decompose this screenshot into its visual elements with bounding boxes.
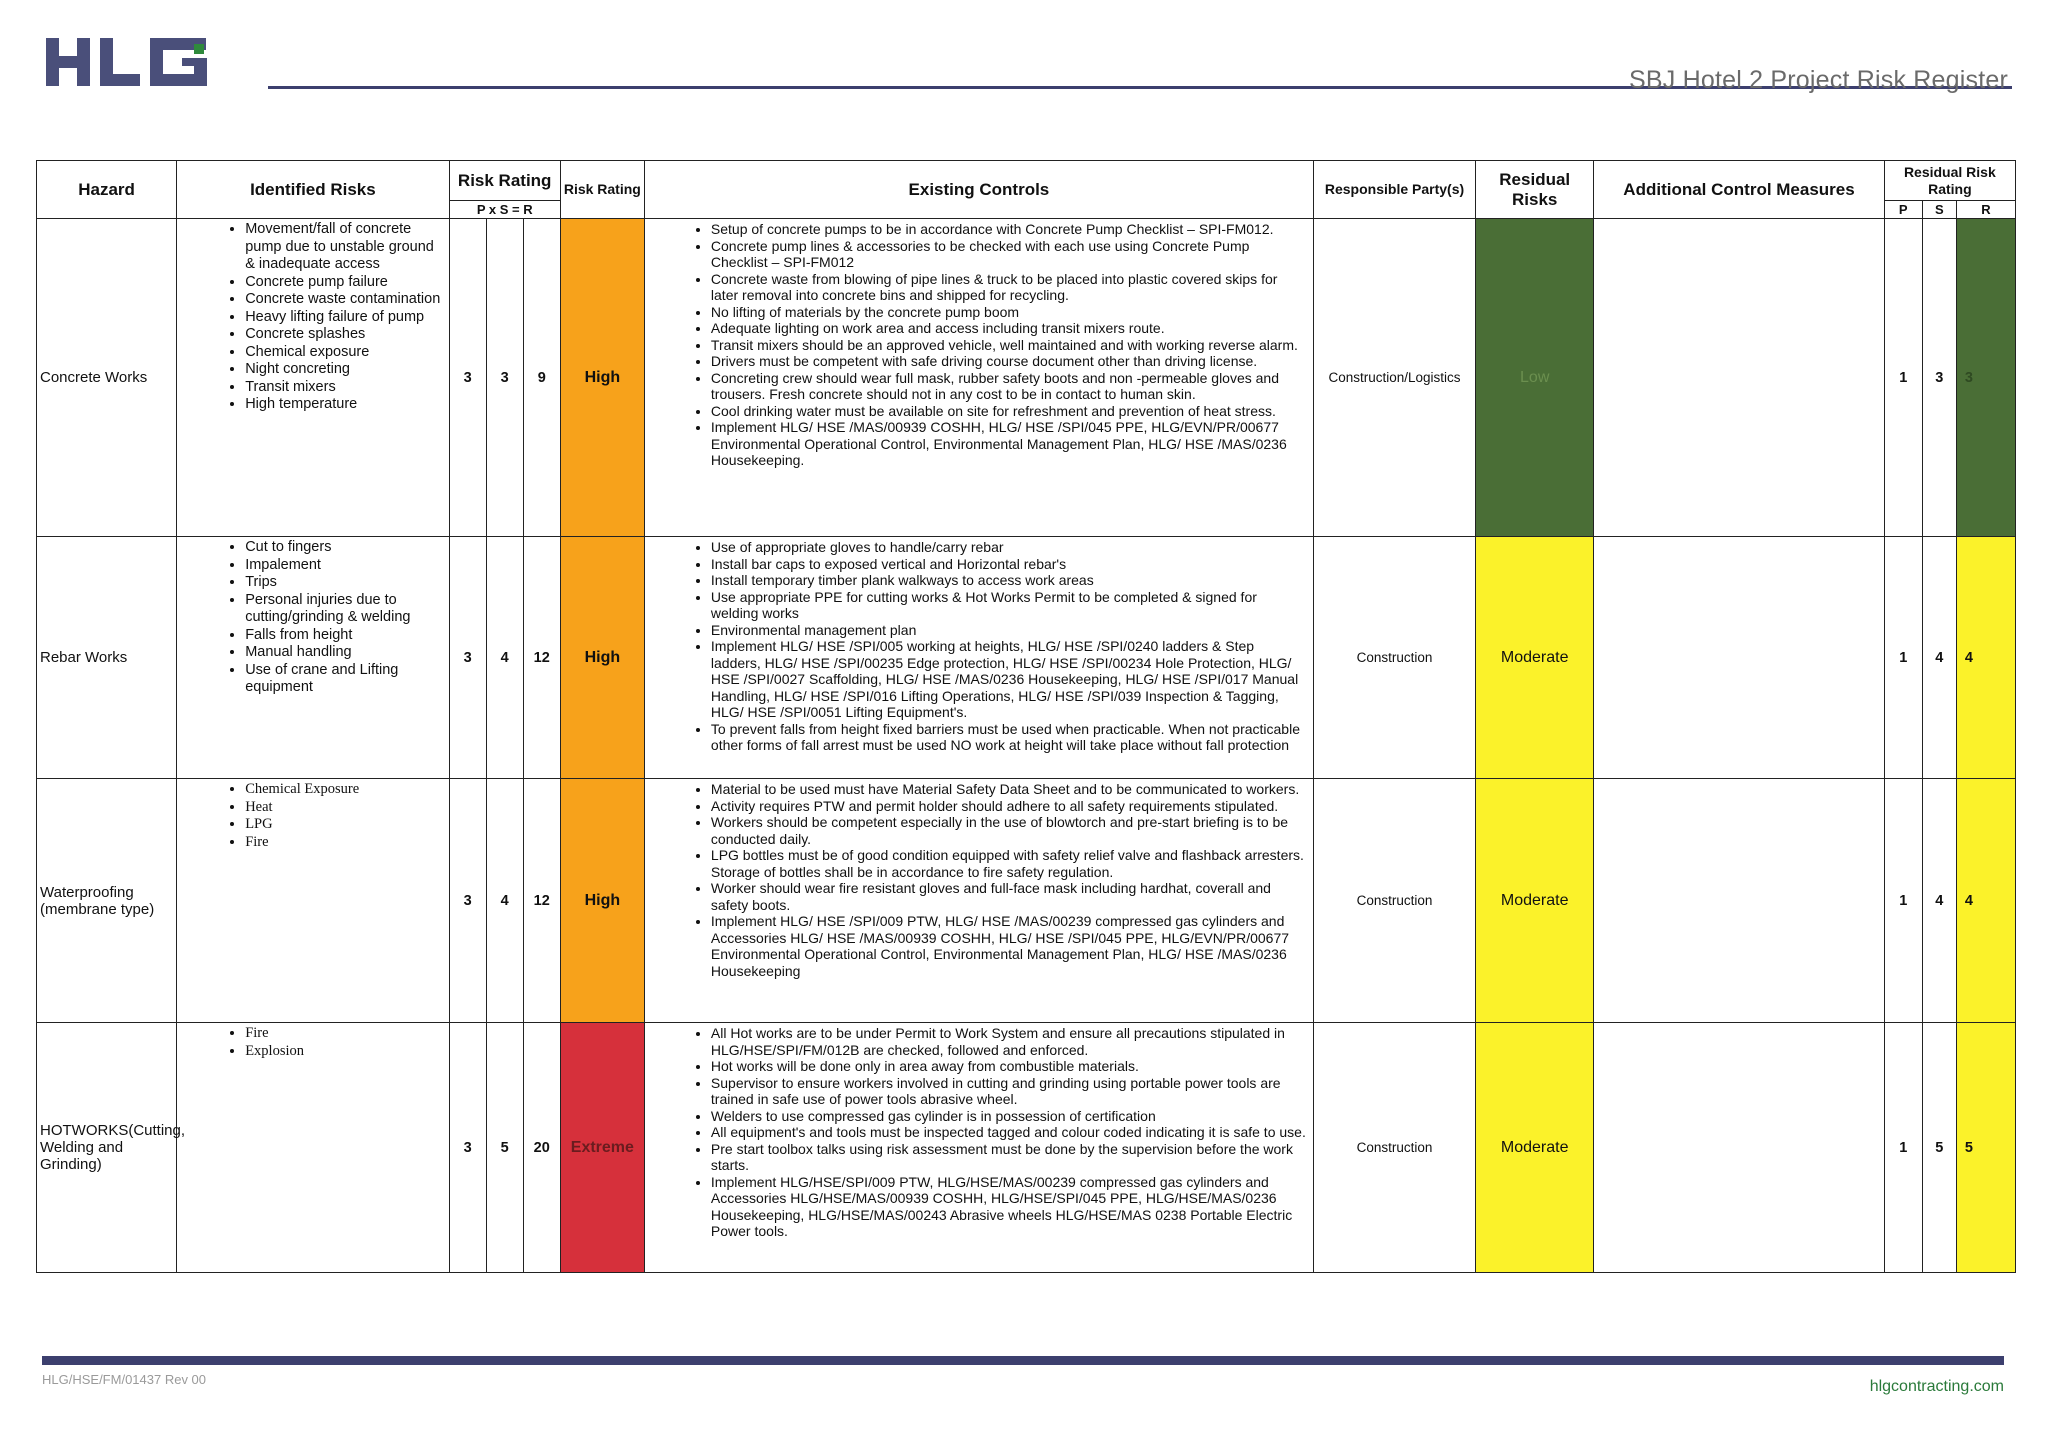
list-item: • Setup of concrete pumps to be in accordance with Concrete Pump Checklist – SPI-FM012. [711,221,1307,238]
list-item: • LPG bottles must be of good condition equipped with safety relief valve and flashback arresters. Storage of bottles shall be in accordance to fire safety regulation. [711,847,1307,880]
risk-rating-group-label: Risk Rating [457,171,552,190]
responsible-party-cell: Construction/Logistics [1313,219,1475,537]
list-item: • Personal injuries due to cutting/grinding & welding [245,592,444,627]
identified-risks-cell [177,537,449,779]
additional-controls-cell [1594,537,1884,779]
list-item: • Manual handling [245,644,444,662]
residual-s-cell: 3 [1922,219,1956,537]
severity-cell: 5 [486,1023,523,1273]
probability-cell: 3 [449,219,486,537]
residual-s-cell: 4 [1922,779,1956,1023]
residual-s-cell: 4 [1922,537,1956,779]
list-item: • Use of appropriate gloves to handle/carry rebar [711,539,1307,556]
list-item: • Environmental management plan [711,622,1307,639]
risk-score-cell: 9 [523,219,560,537]
list-item: • Welders to use compressed gas cylinder is in possession of certification [711,1108,1307,1125]
header-residual-r: R [1956,201,2015,219]
list-item: • Concreting crew should wear full mask, rubber safety boots and non -permeable gloves and trousers. Fresh concrete should not in any cost to be in contact to human skin. [711,370,1307,403]
footer-rule [42,1356,2004,1365]
header-residual-s: S [1922,201,1956,219]
list-item: • Fire [245,1025,444,1043]
identified-risks-cell [177,219,449,537]
residual-p-cell: 1 [1884,537,1922,779]
residual-r-cell: 3 [1956,219,2015,537]
list-item: • Pre start toolbox talks using risk assessment must be done by the supervision before the work starts. [711,1141,1307,1174]
residual-risk-badge: Low [1476,219,1594,537]
controls-list [675,781,1307,979]
list-item: • Movement/fall of concrete pump due to unstable ground & inadequate access [245,221,444,274]
list-item: • Falls from height [245,627,444,645]
list-item: • Heavy lifting failure of pump [245,309,444,327]
identified-risks-list [217,219,444,414]
list-item: • Concrete pump lines & accessories to be checked with each use using Concrete Pump Checklist – SPI-FM012 [711,238,1307,271]
list-item: • Hot works will be done only in area away from combustible materials. [711,1058,1307,1075]
document-reference: HLG/HSE/FM/01437 Rev 00 [42,1372,207,1387]
identified-risks-cell [177,779,449,1023]
list-item: • Trips [245,574,444,592]
list-item: • High temperature [245,396,444,414]
responsible-party-cell: Construction [1313,537,1475,779]
hazard-cell: Concrete Works [37,219,177,537]
existing-controls-cell [644,219,1313,537]
list-item: • Use appropriate PPE for cutting works & Hot Works Permit to be completed & signed for welding works [711,589,1307,622]
list-item: • Cool drinking water must be available on site for refreshment and prevention of heat stress. [711,403,1307,420]
residual-r-cell: 4 [1956,779,2015,1023]
severity-cell: 4 [486,537,523,779]
identified-risks-list [217,537,444,697]
risk-rating-badge: High [560,219,644,537]
risk-register-table [36,160,2016,1273]
residual-p-cell: 1 [1884,1023,1922,1273]
existing-controls-cell [644,779,1313,1023]
probability-cell: 3 [449,1023,486,1273]
list-item: • Concrete splashes [245,326,444,344]
list-item: • Transit mixers should be an approved vehicle, well maintained and with working reverse alarm. [711,337,1307,354]
identified-risks-list [217,1023,444,1060]
list-item: • Chemical Exposure [245,781,444,799]
list-item: • Drivers must be competent with safe driving course document other than driving license. [711,353,1307,370]
header-residual-risk-rating: Residual Risk Rating [1884,161,2015,201]
header-identified-risks: Identified Risks [177,161,449,219]
risk-score-cell: 12 [523,537,560,779]
risk-rating-badge: High [560,537,644,779]
header-hazard: Hazard [37,161,177,219]
header-risk-rating-group [449,161,560,201]
list-item: • Material to be used must have Material Safety Data Sheet and to be communicated to workers. [711,781,1307,798]
list-item: • Transit mixers [245,379,444,397]
header-responsible-party: Responsible Party(s) [1313,161,1475,219]
risk-score-cell: 20 [523,1023,560,1273]
header-prs-formula: P x S = R [449,201,560,219]
header-residual-risks: Residual Risks [1476,161,1594,219]
responsible-party-cell: Construction [1313,779,1475,1023]
list-item: • Concrete waste from blowing of pipe lines & truck to be placed into plastic covered skips for later removal into concrete bins and shipped for recycling. [711,271,1307,304]
residual-p-cell: 1 [1884,779,1922,1023]
controls-list [675,221,1307,469]
residual-r-cell: 5 [1956,1023,2015,1273]
list-item: • Use of crane and Lifting equipment [245,662,444,697]
identified-risks-cell [177,1023,449,1273]
header-risk-rating: Risk Rating [560,161,644,219]
list-item: • Workers should be competent especially in the use of blowtorch and pre-start briefing is to be conducted daily. [711,814,1307,847]
list-item: • Concrete waste contamination [245,291,444,309]
list-item: • Impalement [245,557,444,575]
residual-p-cell: 1 [1884,219,1922,537]
page-title: SBJ Hotel 2 Project Risk Register [1629,66,2008,94]
list-item: • Night concreting [245,361,444,379]
list-item: • LPG [245,816,444,834]
risk-rating-badge: Extreme [560,1023,644,1273]
website-link[interactable]: hlgcontracting.com [1869,1378,2004,1395]
severity-cell: 3 [486,219,523,537]
residual-s-cell: 5 [1922,1023,1956,1273]
existing-controls-cell [644,1023,1313,1273]
list-item: • Heat [245,799,444,817]
probability-cell: 3 [449,779,486,1023]
header-additional-controls: Additional Control Measures [1594,161,1884,219]
residual-risk-badge: Moderate [1476,537,1594,779]
table-row [37,537,2016,779]
list-item: • Cut to fingers [245,539,444,557]
list-item: • Implement HLG/HSE/SPI/009 PTW, HLG/HSE/MAS/00239 compressed gas cylinders and Accessories HLG/HSE/MAS/00939 COSHH, HLG/HSE/SPI/045 PPE, HLG/HSE/MAS/0236 Housekeeping, HLG/HSE/MAS/00243 Abrasive wheels HLG/HSE/MAS 0238 Portable Electric Power tools. [711,1174,1307,1240]
residual-risk-badge: Moderate [1476,1023,1594,1273]
responsible-party-cell: Construction [1313,1023,1475,1273]
identified-risks-list [217,779,444,851]
additional-controls-cell [1594,219,1884,537]
hlg-logo [44,34,214,90]
header-residual-p: P [1884,201,1922,219]
severity-cell: 4 [486,779,523,1023]
list-item: • Activity requires PTW and permit holder should adhere to all safety requirements stipulated. [711,798,1307,815]
list-item: • Implement HLG/ HSE /SPI/005 working at heights, HLG/ HSE /SPI/0240 ladders & Step ladders, HLG/ HSE /SPI/00235 Edge protection, HLG/ HSE /SPI/00234 Hole Protection, HLG/ HSE /SPI/0027 Scaffolding, HLG/ HSE /MAS/0236 Housekeeping, HLG/ HSE /SPI/017 Manual Handling, HLG/ HSE /SPI/016 Lifting Operations, HLG/ HSE /SPI/039 Inspection & Tagging, HLG/ HSE /SPI/0051 Lifting Equipment's. [711,638,1307,721]
hazard-cell: HOTWORKS(Cutting, Welding and Grinding) [37,1023,177,1273]
hazard-cell: Waterproofing (membrane type) [37,779,177,1023]
additional-controls-cell [1594,1023,1884,1273]
list-item: • Install bar caps to exposed vertical and Horizontal rebar's [711,556,1307,573]
list-item: • Concrete pump failure [245,274,444,292]
list-item: • Supervisor to ensure workers involved in cutting and grinding using portable power tools are trained in safe use of power tools abrasive wheel. [711,1075,1307,1108]
risk-score-cell: 12 [523,779,560,1023]
additional-controls-cell [1594,779,1884,1023]
list-item: • Explosion [245,1043,444,1061]
residual-risk-badge: Moderate [1476,779,1594,1023]
table-row [37,219,2016,537]
risk-rating-badge: High [560,779,644,1023]
hazard-cell: Rebar Works [37,537,177,779]
list-item: • All equipment's and tools must be inspected tagged and colour coded indicating it is safe to use. [711,1124,1307,1141]
table-row [37,1023,2016,1273]
list-item: • Fire [245,834,444,852]
table-row [37,779,2016,1023]
existing-controls-cell [644,537,1313,779]
list-item: • Chemical exposure [245,344,444,362]
controls-list [675,1025,1307,1240]
list-item: • Adequate lighting on work area and access including transit mixers route. [711,320,1307,337]
list-item: • All Hot works are to be under Permit to Work System and ensure all precautions stipulated in HLG/HSE/SPI/FM/012B are checked, followed and enforced. [711,1025,1307,1058]
residual-r-cell: 4 [1956,537,2015,779]
list-item: • Implement HLG/ HSE /MAS/00939 COSHH, HLG/ HSE /SPI/045 PPE, HLG/EVN/PR/00677 Environmental Operational Control, Environmental Management Plan, HLG/ HSE /MAS/0236 Housekeeping. [711,419,1307,469]
header-existing-controls: Existing Controls [644,161,1313,219]
list-item: • Install temporary timber plank walkways to access work areas [711,572,1307,589]
controls-list [675,539,1307,754]
list-item: • Implement HLG/ HSE /SPI/009 PTW, HLG/ HSE /MAS/00239 compressed gas cylinders and Accessories HLG/ HSE /MAS/00939 COSHH, HLG/ HSE /SPI/045 PPE, HLG/EVN/PR/00677 Environmental Operational Control, Environmental Management Plan, HLG/ HSE /MAS/0236 Housekeeping [711,913,1307,979]
list-item: • No lifting of materials by the concrete pump boom [711,304,1307,321]
probability-cell: 3 [449,537,486,779]
list-item: • To prevent falls from height fixed barriers must be used when practicable. When not practicable other forms of fall arrest must be used NO work at height will take place without fall protection [711,721,1307,754]
list-item: • Worker should wear fire resistant gloves and full-face mask including hardhat, coverall and safety boots. [711,880,1307,913]
